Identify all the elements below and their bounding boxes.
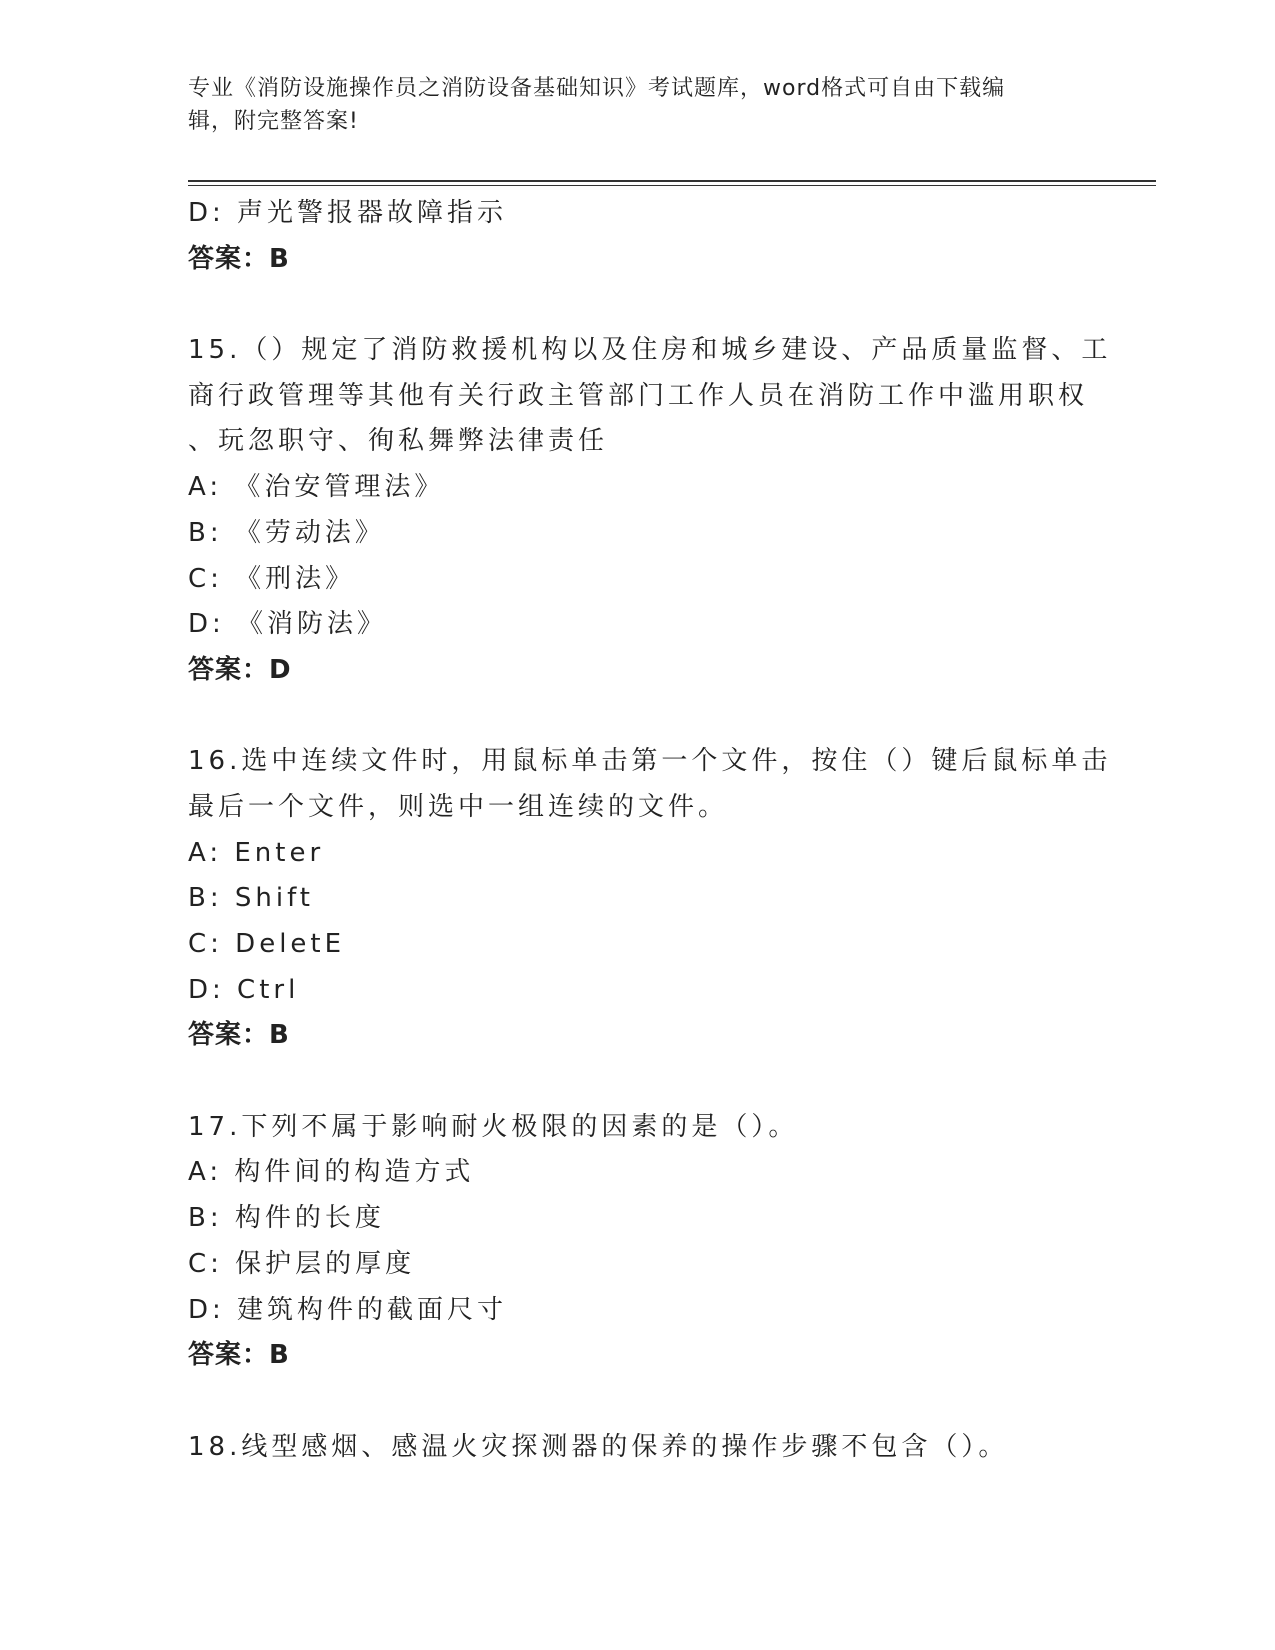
header-note [188,72,1088,138]
q16-text-line-2: 最后一个文件，则选中一组连续的文件。 [188,791,729,822]
q15-text-line-2: 商行政管理等其他有关行政主管部门工作人员在消防工作中滥用职权 [188,380,1089,411]
q17-option-b: B: 构件的长度 [188,1203,385,1234]
spacer [188,1379,1108,1425]
question-list [188,191,1112,1470]
header-note-line-1: 专业《消防设施操作员之消防设备基础知识》考试题库，word格式可自由下载编 [188,76,1006,101]
header-rule-thick [188,180,1156,182]
q16-text-line-1: 16.选中连续文件时，用鼠标单击第一个文件，按住（）键后鼠标单击 [188,746,1112,777]
q16-option-a: A: Enter [188,837,325,868]
q15-option-b: B: 《劳动法》 [188,517,385,548]
spacer [188,282,1108,328]
q14-answer: 答案：B [188,243,290,274]
q17-text-line-1: 17.下列不属于影响耐火极限的因素的是（）。 [188,1111,799,1142]
spacer [188,694,1108,740]
q15-option-d: D: 《消防法》 [188,609,388,640]
q17-option-c: C: 保护层的厚度 [188,1248,416,1279]
q16-option-c: C: DeletE [188,929,346,959]
question-16 [188,739,1112,1059]
question-18 [188,1425,1108,1471]
spacer [188,1059,1108,1105]
q16-answer: 答案：B [188,1020,290,1051]
q16-option-d: D: Ctrl [188,974,300,1005]
q15-text-line-1: 15.（）规定了消防救援机构以及住房和城乡建设、产品质量监督、工 [188,335,1112,366]
q15-answer: 答案：D [188,654,292,685]
header-note-line-2: 辑，附完整答案! [188,109,359,134]
q17-answer: 答案：B [188,1340,290,1371]
question-15 [188,328,1112,694]
q17-option-d: D: 建筑构件的截面尺寸 [188,1294,508,1325]
q15-option-c: C: 《刑法》 [188,563,356,594]
header-rule-thin [188,185,1156,186]
q15-option-a: A: 《治安管理法》 [188,472,445,503]
question-14-tail [188,191,1108,282]
question-17 [188,1105,1108,1379]
q17-option-a: A: 构件间的构造方式 [188,1157,475,1188]
q16-option-b: B: Shift [188,883,314,914]
q15-text-line-3: 、玩忽职守、徇私舞弊法律责任 [188,426,609,457]
q18-text-line-1: 18.线型感烟、感温火灾探测器的保养的操作步骤不包含（）。 [188,1431,1009,1462]
q14-option-d: D: 声光警报器故障指示 [188,198,508,228]
